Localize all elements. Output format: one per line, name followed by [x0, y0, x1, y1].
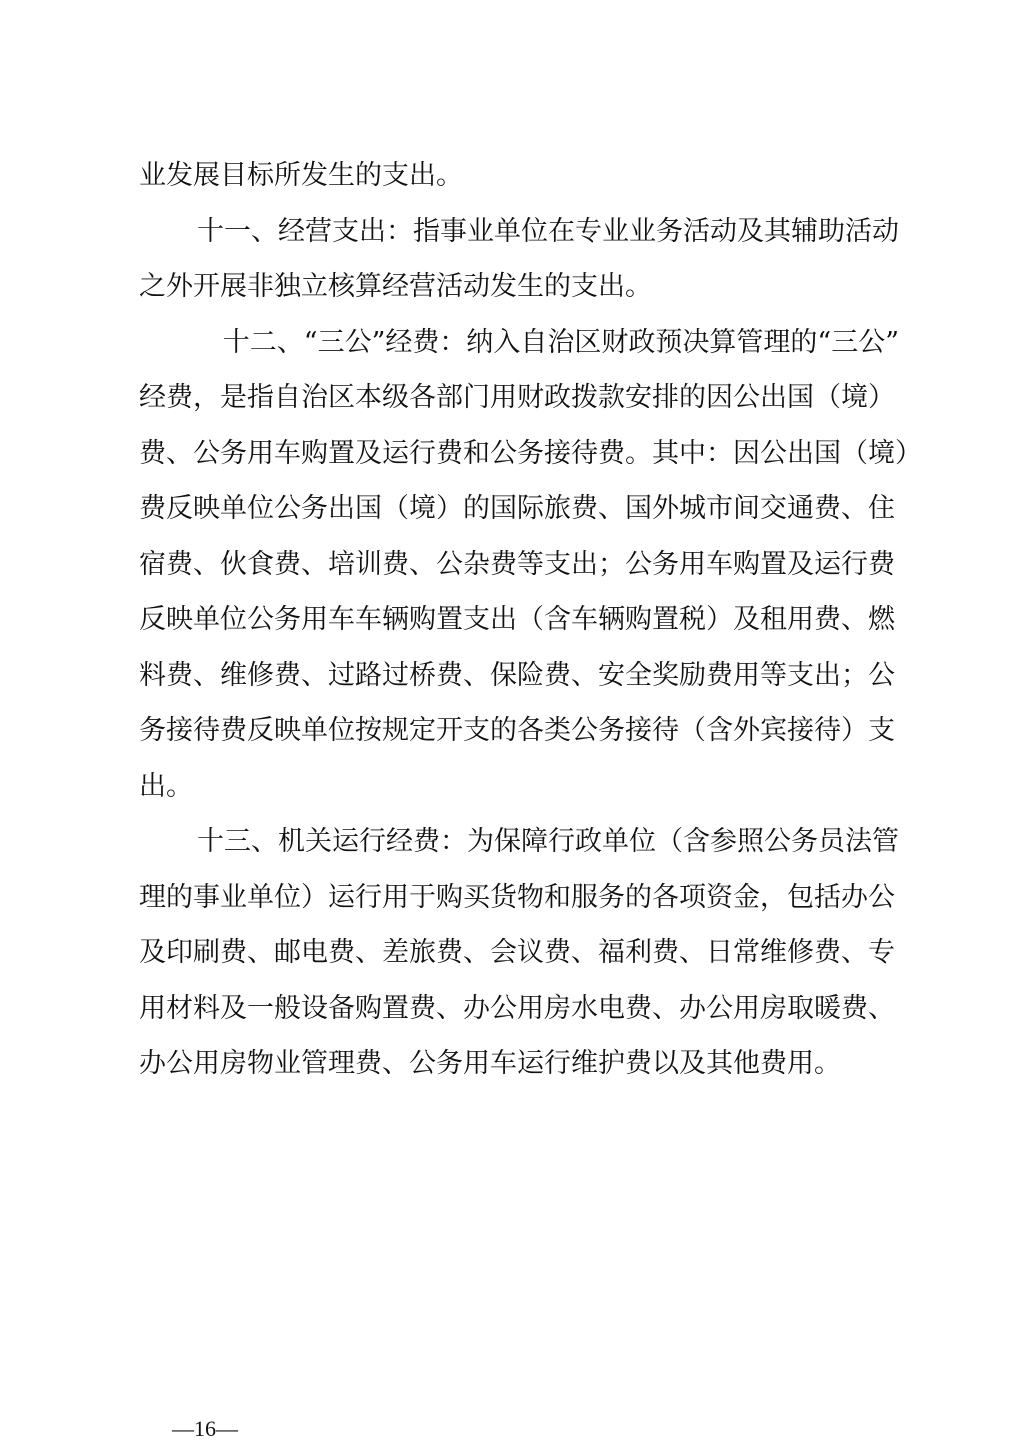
page-number: —16—	[172, 1416, 238, 1441]
text-line: 反映单位公务用车车辆购置支出（含车辆购置税）及租用费、燃	[139, 604, 895, 635]
text-line: 之外开展非独立核算经营活动发生的支出。	[139, 271, 652, 302]
text-line: 出。	[139, 770, 193, 802]
paragraph-first-line: 十一、经营支出：指事业单位在专业业务活动及其辅助活动	[197, 215, 899, 247]
text-line: 经费，是指自治区本级各部门用财政拨款安排的因公出国（境）	[139, 382, 895, 413]
text-line: 务接待费反映单位按规定开支的各类公务接待（含外宾接待）支	[139, 715, 895, 746]
text-line: 及印刷费、邮电费、差旅费、会议费、福利费、日常维修费、专	[139, 937, 895, 968]
document-body	[139, 148, 922, 1092]
text-line: 业发展目标所发生的支出。	[139, 160, 463, 191]
paragraph-first-line: 十二、“三公”经费：纳入自治区财政预决算管理的“三公”	[222, 326, 899, 358]
text-line: 理的事业单位）运行用于购买货物和服务的各项资金，包括办公	[139, 881, 895, 913]
text-line: 办公用房物业管理费、公务用车运行维护费以及其他费用。	[139, 1048, 841, 1079]
paragraph-first-line: 十三、机关运行经费：为保障行政单位（含参照公务员法管	[197, 826, 899, 857]
text-line: 宿费、伙食费、培训费、公杂费等支出；公务用车购置及运行费	[139, 548, 895, 580]
text-line: 费、公务用车购置及运行费和公务接待费。其中：因公出国（境）	[139, 437, 922, 469]
text-line: 费反映单位公务出国（境）的国际旅费、国外城市间交通费、住	[139, 493, 895, 524]
text-line: 用材料及一般设备购置费、办公用房水电费、办公用房取暖费、	[139, 992, 895, 1024]
text-line: 料费、维修费、过路过桥费、保险费、安全奖励费用等支出；公	[139, 659, 895, 691]
